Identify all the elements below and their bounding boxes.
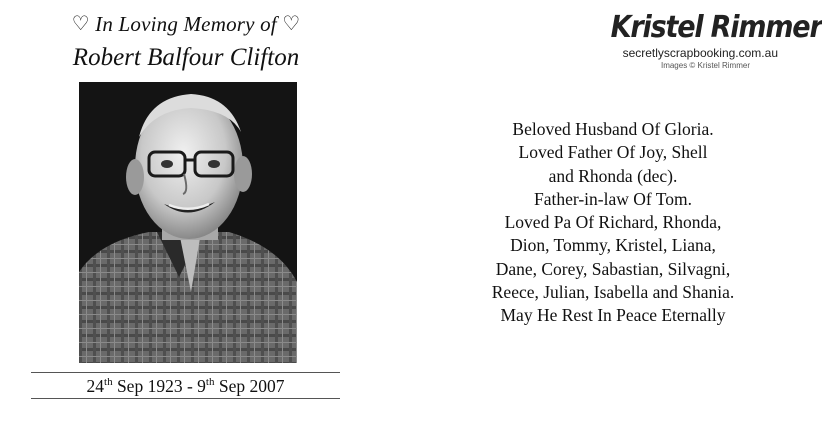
tribute-line: Loved Pa Of Richard, Rhonda, [504,212,722,233]
death-month-year: Sep 2007 [218,376,285,396]
tribute-line: Loved Father Of Joy, Shell [518,142,708,163]
death-day: 9 [197,376,206,396]
watermark-logo [592,10,822,70]
divider-top [31,372,340,373]
tribute-line: and Rhonda (dec). [548,165,678,186]
memory-heading-text: In Loving Memory of [95,12,277,36]
memory-heading [0,12,372,37]
tribute-line: Dane, Corey, Sabastian, Silvagni, [495,258,731,279]
life-dates [31,376,340,397]
tribute-line: Beloved Husband Of Gloria. [512,119,714,139]
birth-month-year: Sep 1923 [116,376,183,396]
divider-bottom [31,398,340,399]
heart-outline-icon: ♡ [71,13,90,35]
tribute-line: May He Rest In Peace Eternally [500,305,726,326]
deceased-name: Robert Balfour Clifton [72,44,300,71]
death-ordinal: th [205,376,215,389]
birth-day: 24 [86,376,105,396]
portrait-illustration [79,82,297,363]
heart-outline-icon: ♡ [282,13,301,35]
brand-url: secretlyscrapbooking.com.au [622,46,778,60]
date-separator: - [182,376,198,396]
tribute-line: Reece, Julian, Isabella and Shania. [491,282,735,303]
image-credit: Images © Kristel Rimmer [660,61,750,70]
tribute-verse [455,118,771,328]
brand-name: Kristel Rimmer [610,10,822,45]
tribute-line: Father-in-law Of Tom. [534,188,692,209]
memorial-card-left [0,0,372,421]
birth-ordinal: th [104,376,113,389]
tribute-line: Dion, Tommy, Kristel, Liana, [510,235,716,256]
portrait-photo [79,82,297,363]
